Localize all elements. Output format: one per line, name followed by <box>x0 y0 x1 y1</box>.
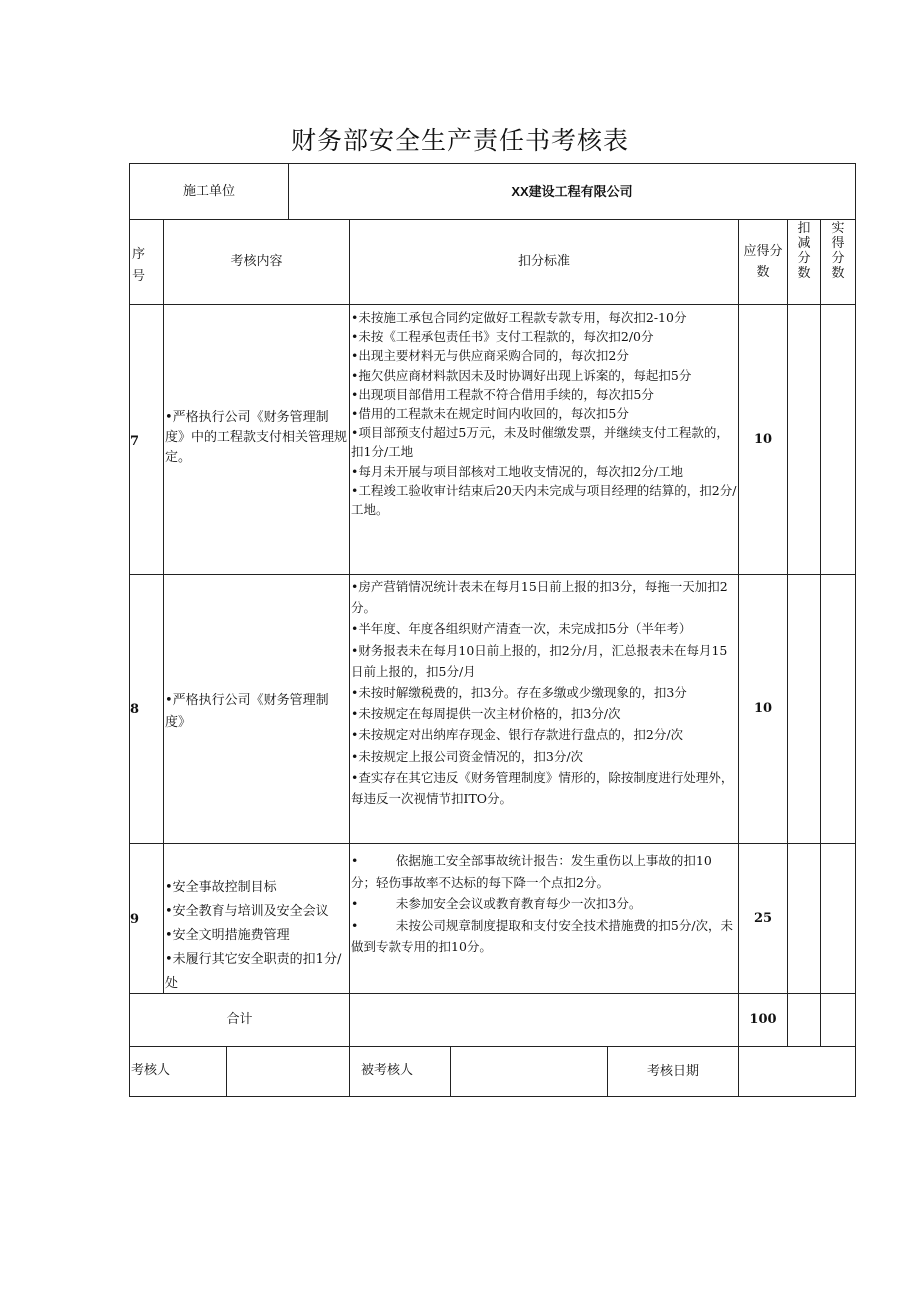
content-item: •未履行其它安全职责的扣1分/处 <box>165 952 342 991</box>
criteria-item: •每月未开展与项目部核对工地收支情况的，每次扣2分/工地 <box>351 463 684 479</box>
content-item: •安全教育与培训及安全会议 <box>165 904 329 919</box>
criteria-item: •房产营销情况统计表未在每月15日前上报的扣3分，每拖一天加扣2分。 <box>351 579 728 616</box>
row-criteria <box>350 308 738 519</box>
criteria-item: •未按《工程承包责任书》支付工程款的，每次扣2/0分 <box>351 329 654 345</box>
assessor-field[interactable] <box>227 1047 349 1096</box>
unit-label: 施工单位 <box>182 183 235 199</box>
criteria-item: •借用的工程款未在规定时间内收回的，每次扣5分 <box>351 406 629 422</box>
header-content: 考核内容 <box>230 254 283 269</box>
assessed-label: 被考核人 <box>361 1063 414 1078</box>
criteria-item: •出现项目部借用工程款不符合借用手续的，每次扣5分 <box>351 386 654 402</box>
unit-value <box>289 164 855 219</box>
row-criteria <box>350 850 738 958</box>
content-item: •严格执行公司《财务管理制度》 <box>165 693 329 730</box>
content-item: •安全文明措施费管理 <box>165 928 290 943</box>
row-seq: 9 <box>130 912 140 927</box>
criteria-item: •项目部预支付超过5万元，未及时催缴发票，并继续支付工程款的，扣1分/工地 <box>351 425 729 460</box>
header-deduct: 扣 减 分 数 <box>797 221 811 281</box>
unit-value-text: XX建设工程有限公司 <box>511 183 633 199</box>
criteria-item: •未按规定上报公司资金情况的，扣3分/次 <box>351 748 584 764</box>
criteria-item: •查实存在其它违反《财务管理制度》情形的，除按制度进行处理外，每违反一次视情节扣ITO分。 <box>351 769 734 807</box>
criteria-item: •拖欠供应商材料款因未及时协调好出现上诉案的，每起扣5分 <box>351 367 692 383</box>
row-content <box>165 408 348 468</box>
criteria-item: •未按规定在每周提供一次主材价格的，扣3分/次 <box>351 706 621 722</box>
header-score: 应得分数 <box>743 244 783 280</box>
total-score: 100 <box>749 1012 777 1027</box>
criteria-item: •出现主要材料无与供应商采购合同的，每次扣2分 <box>351 348 629 364</box>
row-seq: 8 <box>130 702 140 717</box>
criteria-item: •半年度、年度各组织财产清查一次，未完成扣5分（半年考） <box>351 621 692 637</box>
criteria-item: • 未参加安全会议或教育教育每少一次扣3分。 <box>351 896 642 911</box>
row-criteria <box>350 576 738 809</box>
header-actual: 实 得 分 数 <box>831 221 845 281</box>
assessor-label: 考核人 <box>131 1063 171 1078</box>
row-content <box>165 690 348 734</box>
assessed-field[interactable] <box>451 1047 607 1096</box>
header-seq: 序 号 <box>132 247 146 284</box>
page-title: 财务部安全生产责任书考核表 <box>290 126 629 155</box>
total-label: 合计 <box>226 1012 253 1027</box>
criteria-item: • 依据施工安全部事故统计报告：发生重伤以上事故的扣10 <box>351 853 712 868</box>
row-score: 10 <box>753 701 773 716</box>
content-item: •安全事故控制目标 <box>165 880 277 895</box>
row-seq: 7 <box>130 434 140 449</box>
header-criteria: 扣分标准 <box>517 254 570 269</box>
criteria-item: •财务报表未在每月10日前上报的，扣2分/月，汇总报表未在每月15日前上报的，扣5分/月 <box>351 642 728 679</box>
content-item: •严格执行公司《财务管理制度》中的工程款支付相关管理规定。 <box>165 410 348 465</box>
criteria-item: •未按规定对出纳库存现金、银行存款进行盘点的，扣2分/次 <box>351 727 684 743</box>
criteria-item: •未按施工承包合同约定做好工程款专款专用，每次扣2-10分 <box>351 310 687 325</box>
date-label: 考核日期 <box>646 1063 699 1079</box>
row-content <box>165 876 348 996</box>
date-field[interactable] <box>739 1047 855 1096</box>
criteria-item: •未按时解缴税费的，扣3分。存在多缴或少缴现象的，扣3分 <box>351 685 687 701</box>
criteria-item: • 未按公司规章制度提取和支付安全技术措施费的扣5分/次，未做到专款专用的扣10分。 <box>351 917 734 954</box>
row-score: 25 <box>753 910 773 926</box>
criteria-item: •工程竣工验收审计结束后20天内未完成与项目经理的结算的，扣2分/工地。 <box>351 482 737 518</box>
criteria-item: 分；轻伤事故率不达标的每下降一个点扣2分。 <box>351 874 609 890</box>
row-score: 10 <box>753 431 773 447</box>
